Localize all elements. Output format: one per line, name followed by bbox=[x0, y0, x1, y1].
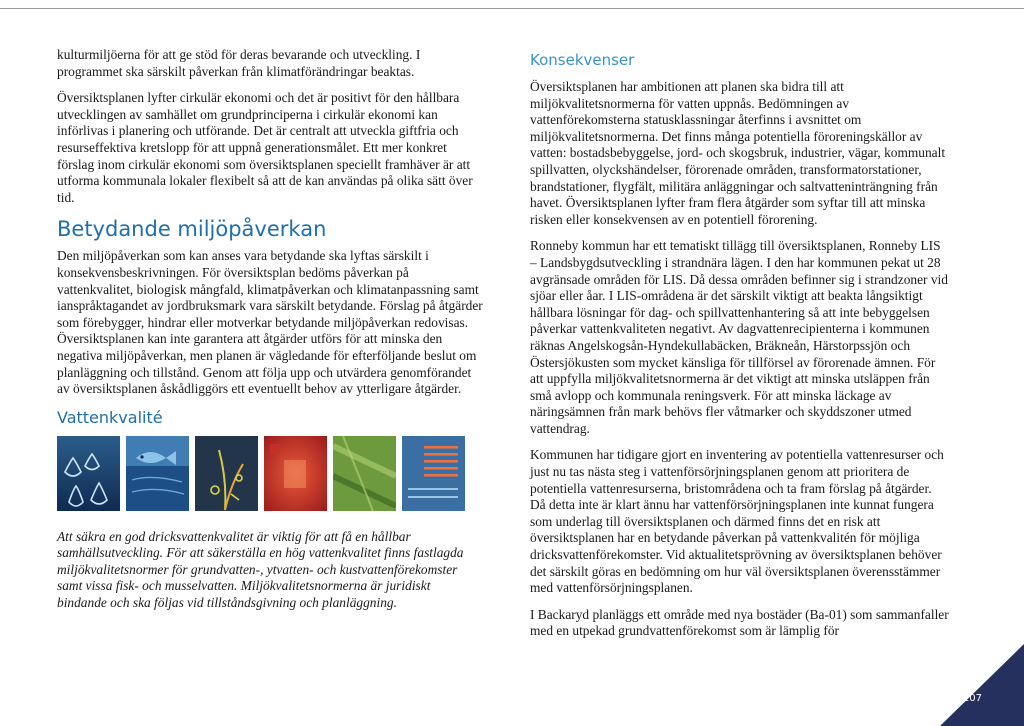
green-texture-image bbox=[333, 436, 396, 511]
top-rule bbox=[0, 8, 1024, 9]
left-column bbox=[57, 47, 483, 612]
page-number: 107 bbox=[962, 693, 982, 704]
right-column bbox=[530, 47, 950, 650]
right-paragraph-4: I Backaryd planläggs ett område med nya bostäder (Ba-01) som sammanfaller med en utpekad grundvattenförekomst som är lämplig för bbox=[530, 606, 949, 639]
heading-betydande-miljopaverkan: Betydande miljöpåverkan bbox=[57, 217, 327, 242]
page-corner-triangle bbox=[940, 644, 1024, 726]
heading-konsekvenser: Konsekvenser bbox=[530, 51, 635, 69]
water-drops-image bbox=[57, 436, 120, 511]
right-paragraph-3: Kommunen har tidigare gjort en inventering av potentiella vattenresurser och just nu tas nästa steg i vattenförsörjningsplanen genom att prioritera de potentiella vattenresurserna, bristområdena och ta fram förslag på åtgärder. Då detta inte är klart ännu har vattenförsörjningsplanen inte kunnat fungera som underlag till översiktsplanen och därmed finns det en risk att översiktsplanen har en betydande påverkan på vattenkvalitén för möjliga dricksvattenförekomster. Vid aktualitetsprövning av översiktsplanen behöver det särskilt göras en bedömning om hur väl översiktsplanen överensstämmer med vattenförsörjningsplanen. bbox=[530, 447, 944, 596]
plant-image bbox=[195, 436, 258, 511]
stripes-image bbox=[402, 436, 465, 511]
illustration-strip bbox=[57, 436, 483, 511]
heading-vattenkvalite: Vattenkvalité bbox=[57, 407, 163, 427]
left-paragraph-2: Översiktsplanen lyfter cirkulär ekonomi och det är positivt för den hållbara utvecklingen av samhället om grundprinciperna i cirkulär ekonomi kan införlivas i planering och utförande. Det är centralt att utveckla giftfria och resurseffektiva kretslopp för att uppnå generationsmålet. Ett mer konkret förslag inom cirkulär ekonomi som översiktsplanen speciellt framhäver är att utforma kommunala lokaler flexibelt så att de kan användas på olika sätt över tid. bbox=[57, 90, 473, 205]
fish-image bbox=[126, 436, 189, 511]
left-paragraph-1: kulturmiljöerna för att ge stöd för deras bevarande och utveckling. I programmet ska särskilt påverkan från klimatförändringar beaktas. bbox=[57, 47, 421, 79]
right-paragraph-2: Ronneby kommun har ett tematiskt tillägg till översiktsplanen, Ronneby LIS – Landsbygdsutveckling i strandnära lägen. I den har kommunen pekat ut 28 avgränsade områden för LIS. Då dessa områden befinner sig i strandzoner vid sjöar eller åar. I LIS-områdena är det särskilt viktigt att beakta långsiktigt hållbara lösningar för dag- och spillvattenhantering så att inte bebyggelsen påverkar vattenkvaliteten negativt. Av dagvattenrecipienterna i kommunen räknas Angelskogsån-Hyndekullabäcken, Bräkneån, Härstorpssjön och Östersjökusten som mycket känsliga för tillförsel av förorenade ämnen. För att uppfylla miljökvalitetsnormerna är det viktigt att minska utsläppen från små avlopp och kommunala reningsverk. För att minska läckage av näringsämnen från mark behövs fler våtmarker och skyddszoner utmed vattendrag. bbox=[530, 238, 948, 436]
red-texture-image bbox=[264, 436, 327, 511]
left-paragraph-3: Den miljöpåverkan som kan anses vara betydande ska lyftas särskilt i konsekvensbeskrivningen. För översiktsplan bedöms påverkan på vattenkvalitet, biologisk mångfald, klimatpåverkan och klimatanpassning samt ianspråktagandet av jordbruksmark vara särskilt betydande. Förslag på åtgärder som förebygger, hindrar eller motverkar betydande miljöpåverkan redovisas. Översiktsplanen kan inte garantera att åtgärder utförs för att minska den negativa miljöpåverkan, men planen är vägledande för efterföljande beslut om planläggning och tillstånd. Genom att följa upp och utvärdera genomförandet av översiktsplanen åskådliggörs ett eventuellt behov av ytterligare åtgärder. bbox=[57, 248, 483, 397]
image-caption: Att säkra en god dricksvattenkvalitet är viktig för att få en hållbar samhällsutveckling. För att säkerställa en hög vattenkvalitet finns fastlagda miljökvalitetsnormer för grundvatten-, ytvatten- och kustvattenförekomster samt vissa fisk- och musselvatten. Miljökvalitetsnormerna är juridiskt bindande och ska följas vid tillståndsgivning och planläggning. bbox=[57, 528, 464, 611]
right-paragraph-1: Översiktsplanen har ambitionen att planen ska bidra till att miljökvalitetsnormerna för vatten uppnås. Bedömningen av vattenförekomsterna statusklassningar återfinns i avsnittet om miljökvalitetsnormerna. Det finns många potentiella föroreningskällor av vatten: bostadsbebyggelse, jord- och skogsbruk, industrier, vägar, kommunalt spillvatten, olyckshändelser, förorenade områden, transformatorstationer, brandstationer, flygfält, militära anläggningar och saltvatteninträngning från havet. Översiktsplanen lyfter fram flera åtgärder som syftar till att minska risken eller konsekvensen av en potentiell förorening. bbox=[530, 79, 946, 227]
